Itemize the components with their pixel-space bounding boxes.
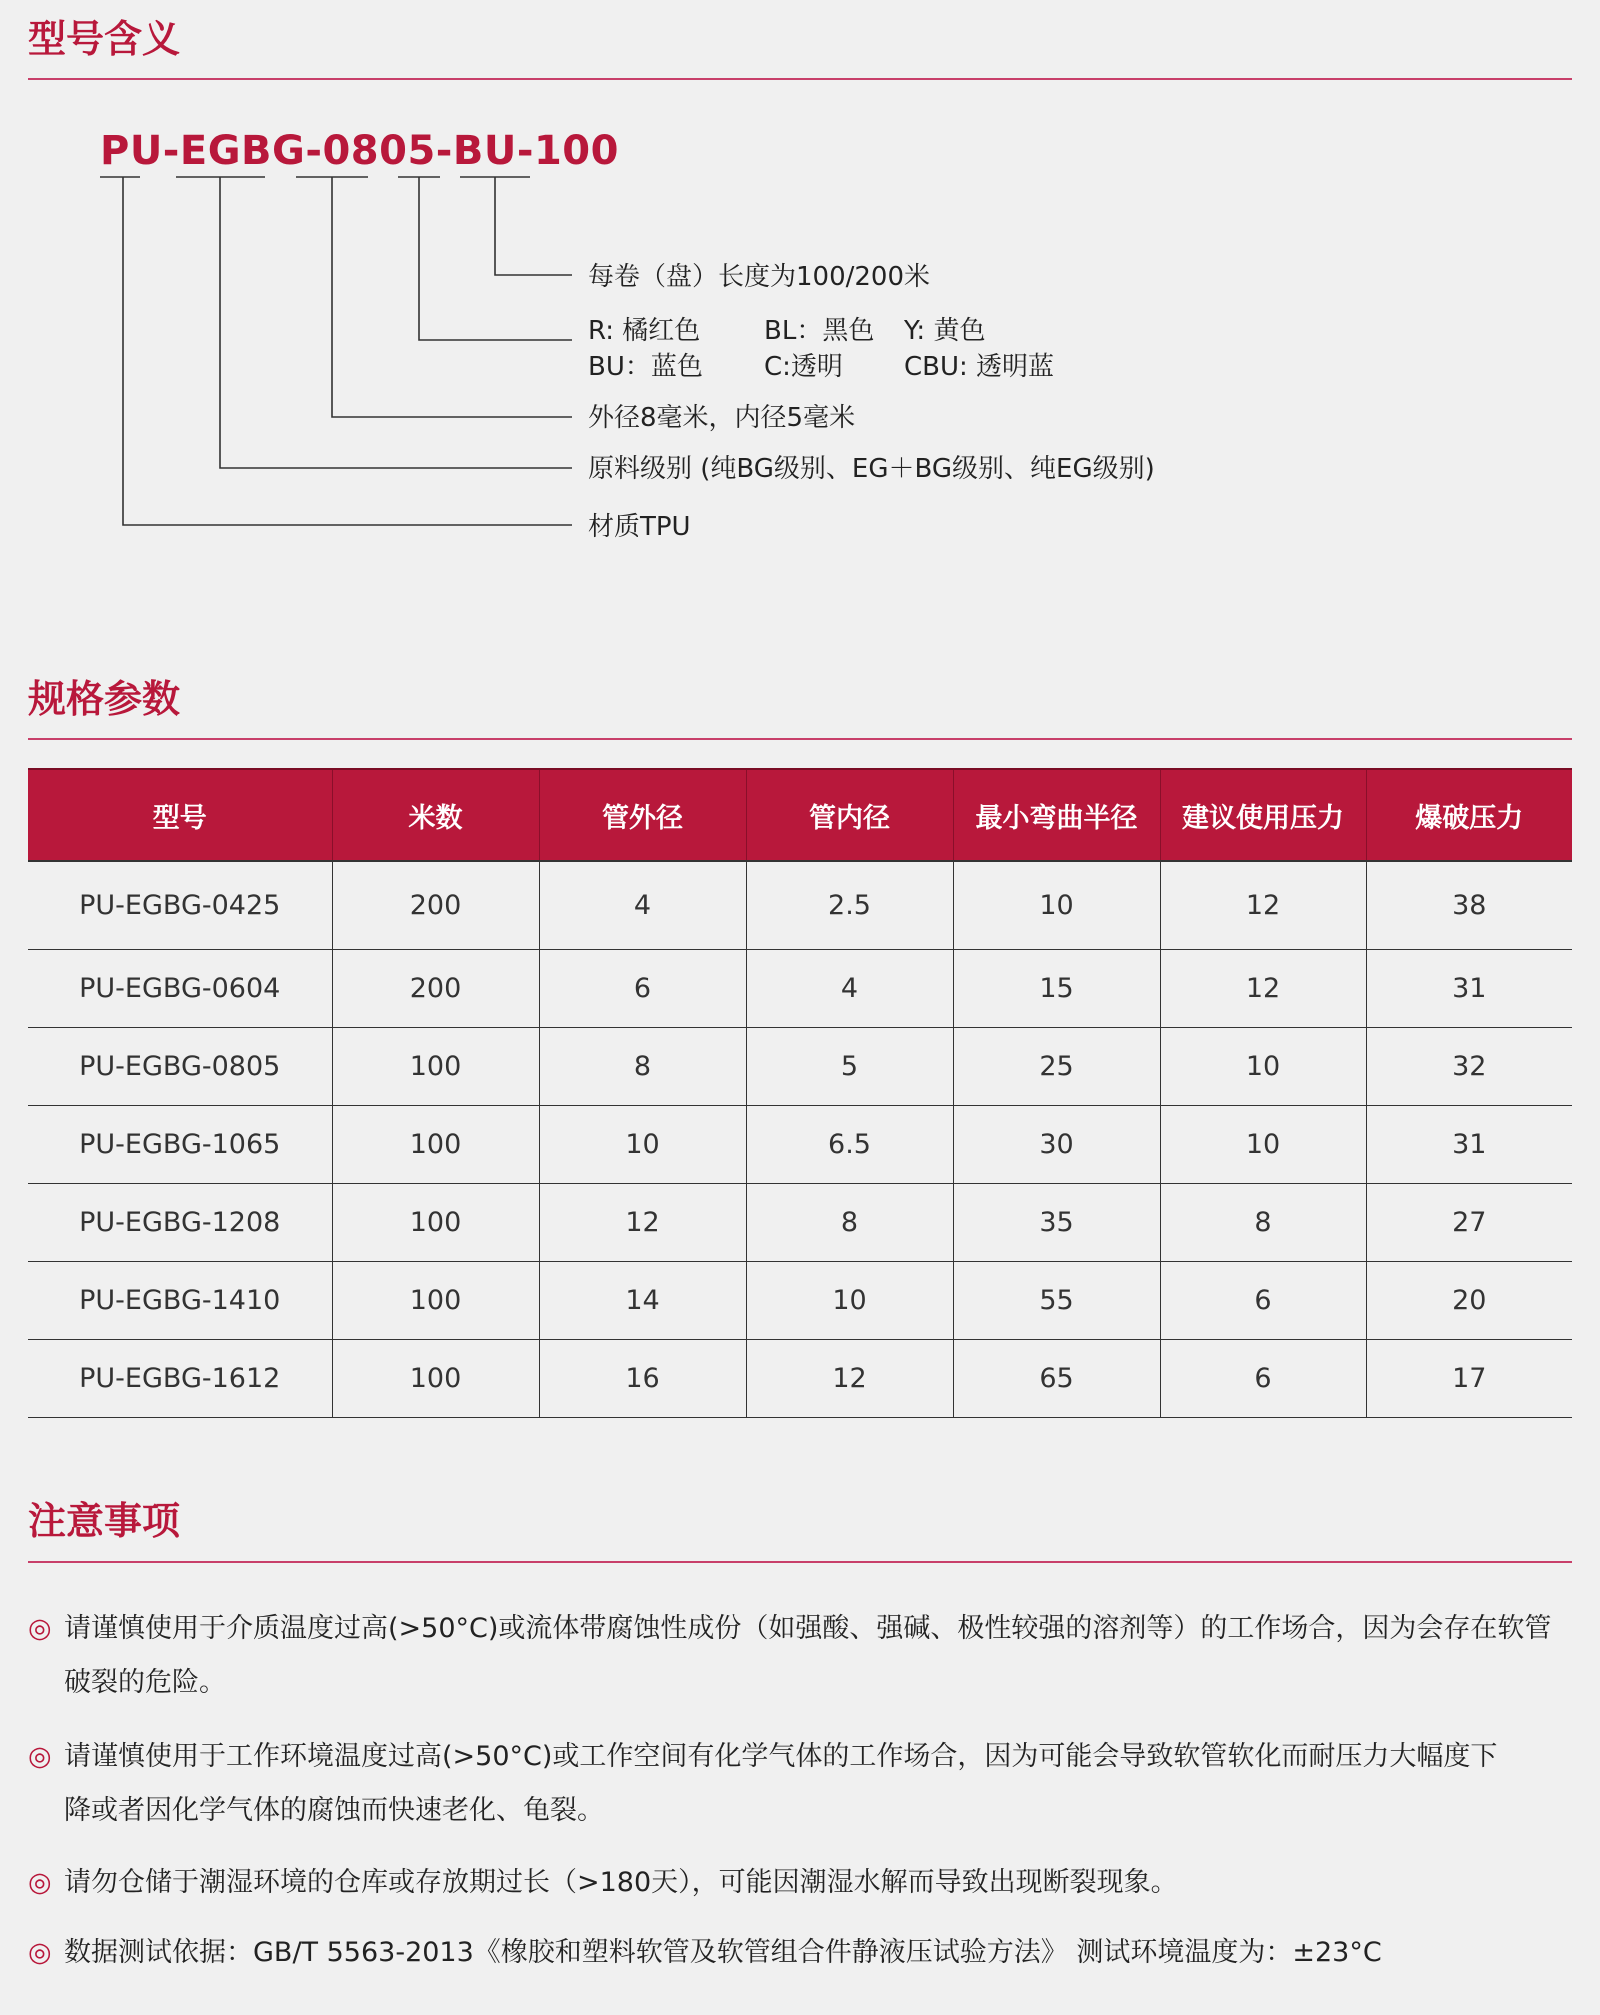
section-title-model-meaning: 型号含义 (28, 17, 181, 61)
header-burst-pressure: 爆破压力 (1366, 769, 1572, 861)
cell-model: PU-EGBG-1410 (28, 1262, 332, 1340)
desc-grade: 原料级别 (纯BG级别、EG＋BG级别、纯EG级别) (588, 454, 1155, 484)
table-row (28, 1184, 1572, 1262)
cell-min-bend-radius: 10 (953, 861, 1160, 950)
cell-working-pressure: 8 (1160, 1184, 1366, 1262)
cell-model: PU-EGBG-0604 (28, 950, 332, 1028)
cell-inner-diameter: 2.5 (746, 861, 953, 950)
cell-inner-diameter: 6.5 (746, 1106, 953, 1184)
cell-outer-diameter: 14 (539, 1262, 746, 1340)
desc-material: 材质TPU (588, 512, 691, 542)
cell-min-bend-radius: 30 (953, 1106, 1160, 1184)
color-bl: BL：黑色 (764, 316, 875, 346)
cell-model: PU-EGBG-1065 (28, 1106, 332, 1184)
table-header-row (28, 769, 1572, 861)
section-divider (28, 738, 1572, 740)
color-bu: BU：蓝色 (588, 352, 703, 382)
bullet-icon: ◎ (28, 1867, 52, 1898)
color-c: C:透明 (764, 352, 843, 382)
header-length: 米数 (332, 769, 539, 861)
cell-outer-diameter: 4 (539, 861, 746, 950)
note-item-2 (28, 1730, 1572, 1838)
leader-grade (220, 177, 572, 468)
cell-working-pressure: 10 (1160, 1028, 1366, 1106)
note-text-continued: 破裂的危险。 (64, 1667, 226, 1698)
header-model: 型号 (28, 769, 332, 861)
desc-colors-row2 (588, 354, 1054, 380)
spec-table (28, 768, 1572, 1418)
section-title-specifications: 规格参数 (28, 677, 181, 721)
cell-burst-pressure: 20 (1366, 1262, 1572, 1340)
color-y: Y: 黄色 (904, 316, 986, 346)
header-working-pressure: 建议使用压力 (1160, 769, 1366, 861)
cell-working-pressure: 6 (1160, 1262, 1366, 1340)
cell-burst-pressure: 38 (1366, 861, 1572, 950)
cell-length: 100 (332, 1028, 539, 1106)
note-text: 请谨慎使用于工作环境温度过高(>50°C)或工作空间有化学气体的工作场合，因为可能会导致软管软化而耐压力大幅度下 (64, 1741, 1498, 1772)
note-item-4 (28, 1926, 1572, 1980)
cell-burst-pressure: 17 (1366, 1340, 1572, 1418)
cell-model: PU-EGBG-0805 (28, 1028, 332, 1106)
table-row (28, 950, 1572, 1028)
cell-inner-diameter: 10 (746, 1262, 953, 1340)
cell-burst-pressure: 31 (1366, 950, 1572, 1028)
table-row (28, 1028, 1572, 1106)
leader-material (123, 177, 572, 525)
cell-working-pressure: 12 (1160, 950, 1366, 1028)
cell-inner-diameter: 4 (746, 950, 953, 1028)
leader-length (495, 177, 572, 275)
cell-outer-diameter: 6 (539, 950, 746, 1028)
color-r: R: 橘红色 (588, 316, 701, 346)
cell-working-pressure: 10 (1160, 1106, 1366, 1184)
cell-inner-diameter: 8 (746, 1184, 953, 1262)
cell-length: 100 (332, 1184, 539, 1262)
table-row (28, 1106, 1572, 1184)
cell-outer-diameter: 10 (539, 1106, 746, 1184)
cell-model: PU-EGBG-0425 (28, 861, 332, 950)
note-text-continued: 降或者因化学气体的腐蚀而快速老化、龟裂。 (64, 1795, 604, 1826)
cell-length: 200 (332, 950, 539, 1028)
cell-burst-pressure: 31 (1366, 1106, 1572, 1184)
note-item-3 (28, 1856, 1572, 1910)
note-text: 请勿仓储于潮湿环境的仓库或存放期过长（>180天），可能因潮湿水解而导致出现断裂现象。 (64, 1867, 1178, 1898)
bullet-icon: ◎ (28, 1741, 52, 1772)
section-divider (28, 1561, 1572, 1563)
bullet-icon: ◎ (28, 1613, 52, 1644)
desc-diameter: 外径8毫米，内径5毫米 (588, 403, 856, 433)
cell-outer-diameter: 16 (539, 1340, 746, 1418)
cell-model: PU-EGBG-1208 (28, 1184, 332, 1262)
desc-colors-row1 (588, 318, 985, 344)
cell-length: 100 (332, 1340, 539, 1418)
cell-length: 200 (332, 861, 539, 950)
cell-length: 100 (332, 1106, 539, 1184)
cell-inner-diameter: 5 (746, 1028, 953, 1106)
cell-inner-diameter: 12 (746, 1340, 953, 1418)
cell-outer-diameter: 12 (539, 1184, 746, 1262)
note-text: 请谨慎使用于介质温度过高(>50°C)或流体带腐蚀性成份（如强酸、强碱、极性较强的溶剂等）的工作场合，因为会存在软管 (64, 1613, 1552, 1644)
color-cbu: CBU: 透明蓝 (904, 352, 1055, 382)
table-row (28, 861, 1572, 950)
cell-model: PU-EGBG-1612 (28, 1340, 332, 1418)
header-outer-diameter: 管外径 (539, 769, 746, 861)
cell-outer-diameter: 8 (539, 1028, 746, 1106)
leader-diameter (332, 177, 572, 417)
note-item-1 (28, 1602, 1572, 1710)
cell-min-bend-radius: 15 (953, 950, 1160, 1028)
cell-burst-pressure: 27 (1366, 1184, 1572, 1262)
cell-burst-pressure: 32 (1366, 1028, 1572, 1106)
section-title-precautions: 注意事项 (28, 1499, 181, 1543)
desc-length: 每卷（盘）长度为100/200米 (588, 262, 931, 292)
note-text: 数据测试依据：GB/T 5563-2013《橡胶和塑料软管及软管组合件静液压试验方法》 测试环境温度为：±23°C (64, 1937, 1382, 1968)
cell-min-bend-radius: 35 (953, 1184, 1160, 1262)
cell-min-bend-radius: 55 (953, 1262, 1160, 1340)
cell-min-bend-radius: 65 (953, 1340, 1160, 1418)
table-row (28, 1340, 1572, 1418)
cell-min-bend-radius: 25 (953, 1028, 1160, 1106)
header-min-bend-radius: 最小弯曲半径 (953, 769, 1160, 861)
table-row (28, 1262, 1572, 1340)
cell-working-pressure: 6 (1160, 1340, 1366, 1418)
cell-working-pressure: 12 (1160, 861, 1366, 950)
bullet-icon: ◎ (28, 1937, 52, 1968)
model-code-example: PU-EGBG-0805-BU-100 (100, 128, 619, 174)
header-inner-diameter: 管内径 (746, 769, 953, 861)
cell-length: 100 (332, 1262, 539, 1340)
